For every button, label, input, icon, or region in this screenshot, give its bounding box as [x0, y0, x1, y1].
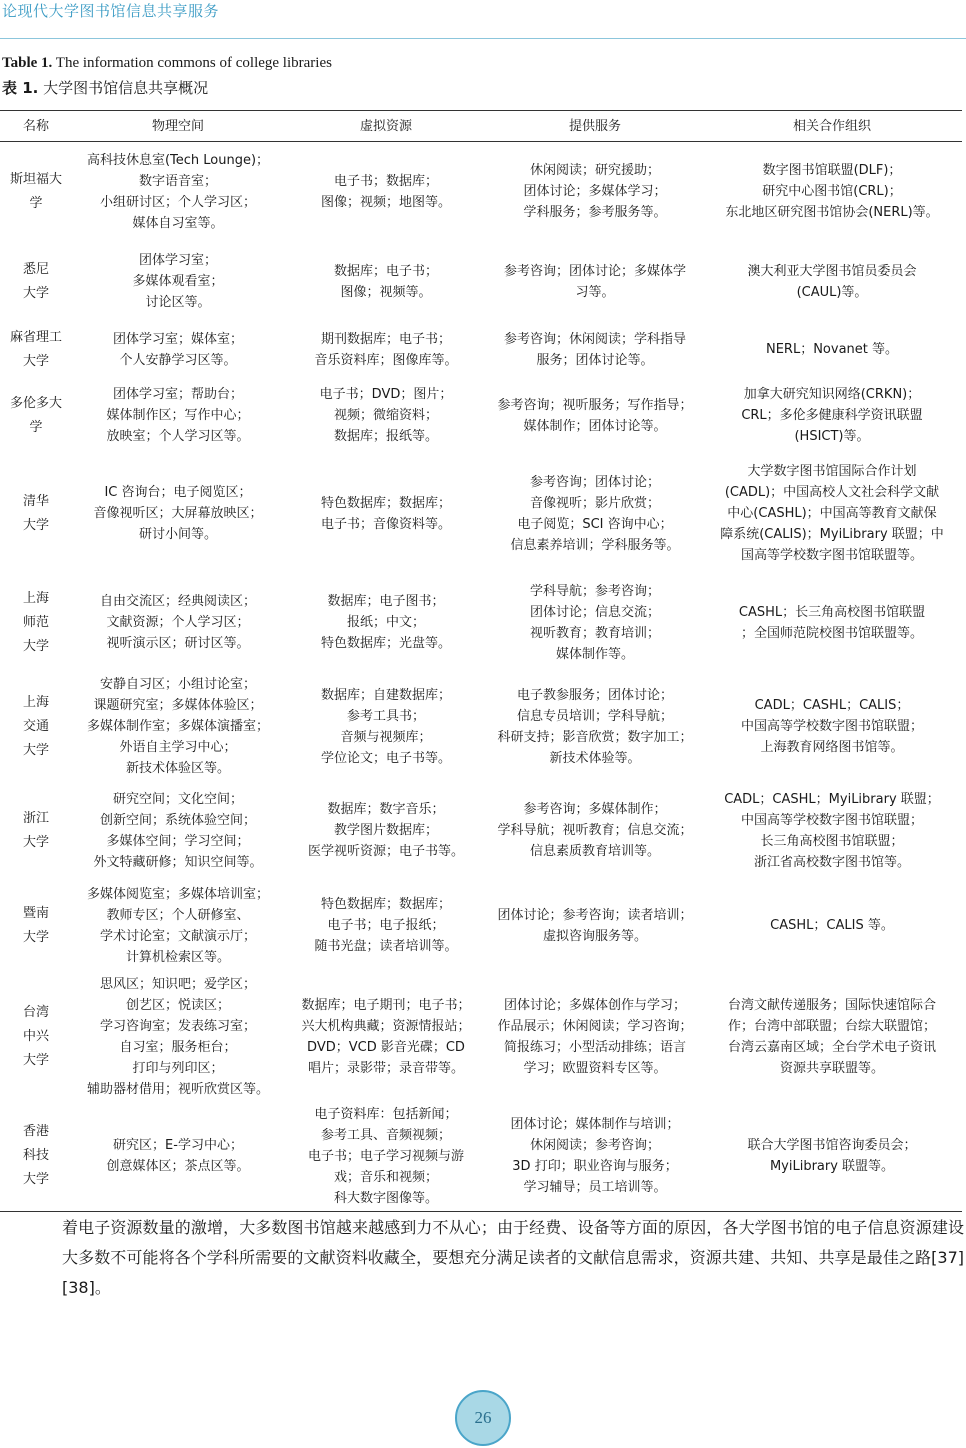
cell-virtual: 电子资料库：包括新闻； 参考工具、音频视频； 电子书；电子学习视频与游 戏；音乐和视频； 科大数字图像等。: [284, 1102, 488, 1212]
cell-name: 暨南 大学: [22, 905, 49, 945]
page-number: 26: [474, 1408, 492, 1427]
header-rule: [0, 38, 966, 39]
column-header-name: 名称: [0, 111, 72, 142]
cell-partners: NERL；Novanet 等。: [765, 342, 899, 357]
cell-services: 团体讨论；媒体制作与培训； 休闲阅读；参考咨询； 3D 打印；职业咨询与服务； 学习辅导；员工培训等。: [488, 1102, 702, 1212]
cell-partners: 加拿大研究知识网络(CRKN)； CRL；多伦多健康科学资讯联盟 (HSICT)等。: [741, 387, 923, 444]
cell-virtual: 特色数据库；数据库； 电子书；音像资料等。: [320, 495, 451, 532]
cell-virtual: 数据库；自建数据库； 参考工具书； 音频与视频库； 学位论文；电子书等。: [320, 687, 451, 766]
cell-name: 台湾 中兴 大学: [22, 1004, 49, 1068]
cell-virtual: 电子书；DVD；图片； 视频；微缩资料； 数据库；报纸等。: [319, 387, 453, 444]
table-row: [0, 1102, 962, 1212]
cell-name: 悉尼 大学: [22, 261, 49, 301]
cell-virtual: 数据库；数字音乐； 教学图片数据库； 医学视听资源；电子书等。: [307, 802, 464, 859]
cell-partners: CADL；CASHL；CALIS； 中国高等学校数字图书馆联盟； 上海教育网络图书馆等。: [740, 698, 923, 755]
cell-virtual: 数据库；电子书； 图像；视频等。: [333, 263, 438, 300]
cell-partners: CASHL；CALIS 等。: [770, 918, 894, 933]
cell-name: 麻省理工 大学: [9, 329, 62, 369]
cell-name: 香港 科技 大学: [0, 1102, 72, 1212]
column-header-physical: 物理空间: [72, 111, 284, 142]
cell-name: 上海 师范 大学: [22, 590, 49, 654]
cell-virtual: 数据库；电子图书； 报纸；中文； 特色数据库；光盘等。: [320, 594, 451, 651]
cell-virtual: 特色数据库；数据库； 电子书；电子报纸； 随书光盘；读者培训等。: [314, 897, 458, 954]
cell-physical: 安静自习区；小组讨论室； 课题研究室；多媒体体验区； 多媒体制作室；多媒体演播室； 外语自主学习中心； 新技术体验区等。: [86, 677, 269, 776]
table-row: [0, 454, 962, 574]
cell-services: 参考咨询；多媒体制作； 学科导航；视听教育；信息交流； 信息素质教育培训等。: [497, 802, 693, 859]
cell-partners: 大学数字图书馆国际合作计划 (CADL)；中国高校人文社会科学文献 中心(CASHL)；中国高等教育文献保 障系统(CALIS)；MyiLibrary 联盟；中 国高等学校数字图书馆联盟等。: [720, 464, 944, 563]
cell-partners: 澳大利亚大学图书馆员委员会 (CAUL)等。: [747, 263, 917, 300]
running-header: 论现代大学图书馆信息共享服务: [2, 2, 220, 20]
cell-physical: 自由交流区；经典阅读区； 文献资源；个人学习区； 视听演示区；研讨区等。: [99, 594, 256, 651]
cell-services: 参考咨询；视听服务；写作指导； 媒体制作；团体讨论等。: [497, 397, 693, 434]
table-row: [0, 782, 962, 880]
cell-virtual: 电子书；数据库； 图像；视频；地图等。: [320, 173, 451, 210]
column-header-virtual: 虚拟资源: [284, 111, 488, 142]
table-caption-en: [2, 55, 332, 72]
cell-physical: 多媒体阅览室；多媒体培训室； 教师专区；个人研修室、 学术讨论室；文献演示厅； 计算机检索区等。: [86, 886, 269, 965]
cell-partners: 台湾文献传递服务；国际快速馆际合 作；台湾中部联盟；台综大联盟馆； 台湾云嘉南区域；全台学术电子资讯 资源共享联盟等。: [727, 997, 936, 1076]
cell-services: 参考咨询；团体讨论；多媒体学 习等。: [503, 263, 686, 300]
library-table: [0, 110, 962, 1212]
cell-services: 参考咨询；休闲阅读；学科指导 服务；团体讨论等。: [503, 331, 686, 368]
table-row: [0, 672, 962, 782]
cell-virtual: 数据库；电子期刊；电子书； 兴大机构典藏；资源情报站； DVD；VCD 影音光碟；CD 唱片；录影带；录音带等。: [301, 997, 471, 1076]
column-header-services: 提供服务: [488, 111, 702, 142]
caption-cn-text: 大学图书馆信息共享概况: [38, 79, 209, 97]
cell-name: 斯坦福大 学: [9, 171, 62, 211]
body-paragraph: 着电子资源数量的激增，大多数图书馆越来越感到力不从心；由于经费、设备等方面的原因，各大学图书馆的电子信息资源建设大多数不可能将各个学科所需要的文献资料收藏全，要想充分满足读者的文献信息需求，资源共建、共知、共享是最佳之路[37] [38]。: [62, 1218, 964, 1297]
cell-partners: CADL；CASHL；MyiLibrary 联盟； 中国高等学校数字图书馆联盟； 长三角高校图书馆联盟； 浙江省高校数字图书馆等。: [724, 791, 940, 870]
cell-virtual: 期刊数据库；电子书； 音乐资料库；图像库等。: [314, 331, 458, 368]
cell-physical: 团体学习室；帮助台； 媒体制作区；写作中心； 放映室；个人学习区等。: [106, 387, 250, 444]
cell-name: 浙江 大学: [22, 810, 49, 850]
cell-physical: 团体学习室； 多媒体观看室； 讨论区等。: [132, 253, 224, 310]
page-number-badge: [455, 1390, 511, 1446]
table-caption-cn: [2, 77, 208, 98]
cell-services: 团体讨论；多媒体创作与学习； 作品展示；休闲阅读；学习咨询； 简报练习；小型活动排练；语言 学习；欧盟资料专区等。: [497, 997, 693, 1076]
cell-physical: 研究空间；文化空间； 创新空间；系统体验空间； 多媒体空间；学习空间； 外文特藏研修；知识空间等。: [93, 791, 263, 870]
caption-en-text: The information commons of college libraries: [52, 55, 332, 71]
table-row: [0, 378, 962, 454]
cell-services: 学科导航；参考咨询； 团体讨论；信息交流； 视听教育；教育培训； 媒体制作等。: [529, 583, 660, 662]
cell-partners: 联合大学图书馆咨询委员会； MyiLibrary 联盟等。: [702, 1102, 962, 1212]
cell-physical: 高科技休息室(Tech Lounge)； 数字语音室； 小组研讨区；个人学习区； 媒体自习室等。: [86, 152, 270, 231]
table-row: [0, 880, 962, 972]
cell-name: 清华 大学: [22, 493, 49, 533]
cell-physical: 团体学习室；媒体室； 个人安静学习区等。: [112, 331, 243, 368]
table-row: [0, 972, 962, 1102]
cell-physical: 思风区；知识吧；爱学区； 创艺区；悦读区； 学习咨询室；发表练习室； 自习室；服务柜台； 打印与列印区； 辅助器材借用；视听欣赏区等。: [86, 976, 269, 1097]
cell-services: 参考咨询；团体讨论； 音像视听；影片欣赏； 电子阅览；SCI 咨询中心； 信息素养培训；学科服务等。: [510, 474, 680, 553]
table-row: [0, 142, 962, 242]
caption-en-label: Table 1.: [2, 55, 53, 71]
table-row: [0, 322, 962, 378]
cell-physical: IC 咨询台；电子阅览区； 音像视听区；大屏幕放映区； 研讨小间等。: [93, 485, 263, 542]
cell-services: 休闲阅读；研究援助； 团体讨论；多媒体学习； 学科服务；参考服务等。: [523, 163, 667, 221]
table-header-row: [0, 111, 962, 142]
table-row: [0, 574, 962, 672]
table-row: [0, 242, 962, 322]
cell-partners: 数字图书馆联盟(DLF)； 研究中心图书馆(CRL)； 东北地区研究图书馆协会(NERL)等。: [725, 163, 939, 221]
cell-services: 电子教参服务；团体讨论； 信息专员培训；学科导航； 科研支持；影音欣赏；数字加工； 新技术体验等。: [497, 687, 693, 766]
cell-name: 多伦多大 学: [9, 395, 62, 435]
cell-physical: 研究区；E-学习中心； 创意媒体区；茶点区等。: [72, 1102, 284, 1212]
column-header-partners: 相关合作组织: [702, 111, 962, 142]
cell-partners: CASHL；长三角高校图书馆联盟 ；全国师范院校图书馆联盟等。: [738, 604, 926, 641]
cell-services: 团体讨论；参考咨询；读者培训； 虚拟咨询服务等。: [497, 907, 693, 944]
caption-cn-label: 表 1.: [2, 79, 39, 97]
cell-name: 上海 交通 大学: [22, 694, 49, 758]
